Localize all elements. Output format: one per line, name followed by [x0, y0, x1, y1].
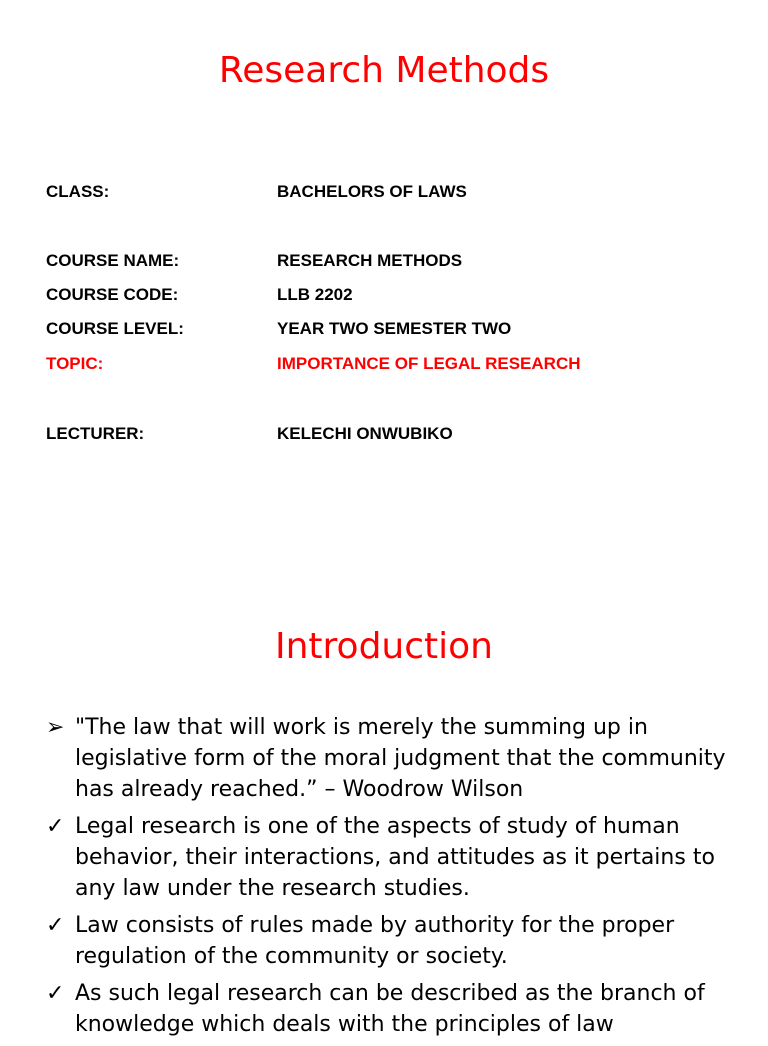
info-label: LECTURER: [46, 424, 145, 443]
check-bullet-icon: ✓ [46, 981, 65, 1006]
info-value: LLB 2202 [277, 285, 353, 304]
bullet-text: Law consists of rules made by authority for the proper regulation of the community or society. [75, 913, 675, 969]
slide-title: Research Methods [218, 50, 550, 91]
info-row-lecturer [46, 424, 746, 446]
info-row-course-name [46, 251, 746, 273]
bullet-item [46, 910, 746, 972]
info-value: RESEARCH METHODS [277, 251, 463, 270]
info-label: COURSE NAME: [46, 251, 180, 270]
check-bullet-icon: ✓ [46, 913, 65, 938]
bullet-item [46, 811, 746, 904]
bullet-text: As such legal research can be described as the branch of knowledge which deals with the principles of law [75, 981, 705, 1037]
bullet-text: "The law that will work is merely the summing up in legislative form of the moral judgment that the community has already reached.” – Woodrow Wilson [75, 715, 726, 802]
info-row-class [46, 182, 746, 204]
info-value: KELECHI ONWUBIKO [277, 424, 453, 443]
bullet-item [46, 978, 746, 1040]
info-label: COURSE CODE: [46, 285, 179, 304]
info-row-course-code [46, 285, 746, 307]
info-value: IMPORTANCE OF LEGAL RESEARCH [277, 354, 581, 373]
info-value: BACHELORS OF LAWS [277, 182, 467, 201]
bullet-list [46, 712, 746, 1046]
slide-title: Introduction [274, 626, 493, 667]
info-label: CLASS: [46, 182, 110, 201]
info-value: YEAR TWO SEMESTER TWO [277, 319, 512, 338]
info-row-topic [46, 354, 746, 376]
arrow-bullet-icon: ➢ [46, 715, 65, 740]
info-label: COURSE LEVEL: [46, 319, 184, 338]
slide-2 [0, 576, 768, 1037]
check-bullet-icon: ✓ [46, 814, 65, 839]
bullet-text: Legal research is one of the aspects of study of human behavior, their interactions, and attitudes as it pertains to any law under the research studies. [75, 814, 715, 901]
info-row-course-level [46, 319, 746, 341]
info-label: TOPIC: [46, 354, 104, 373]
bullet-item [46, 712, 746, 805]
